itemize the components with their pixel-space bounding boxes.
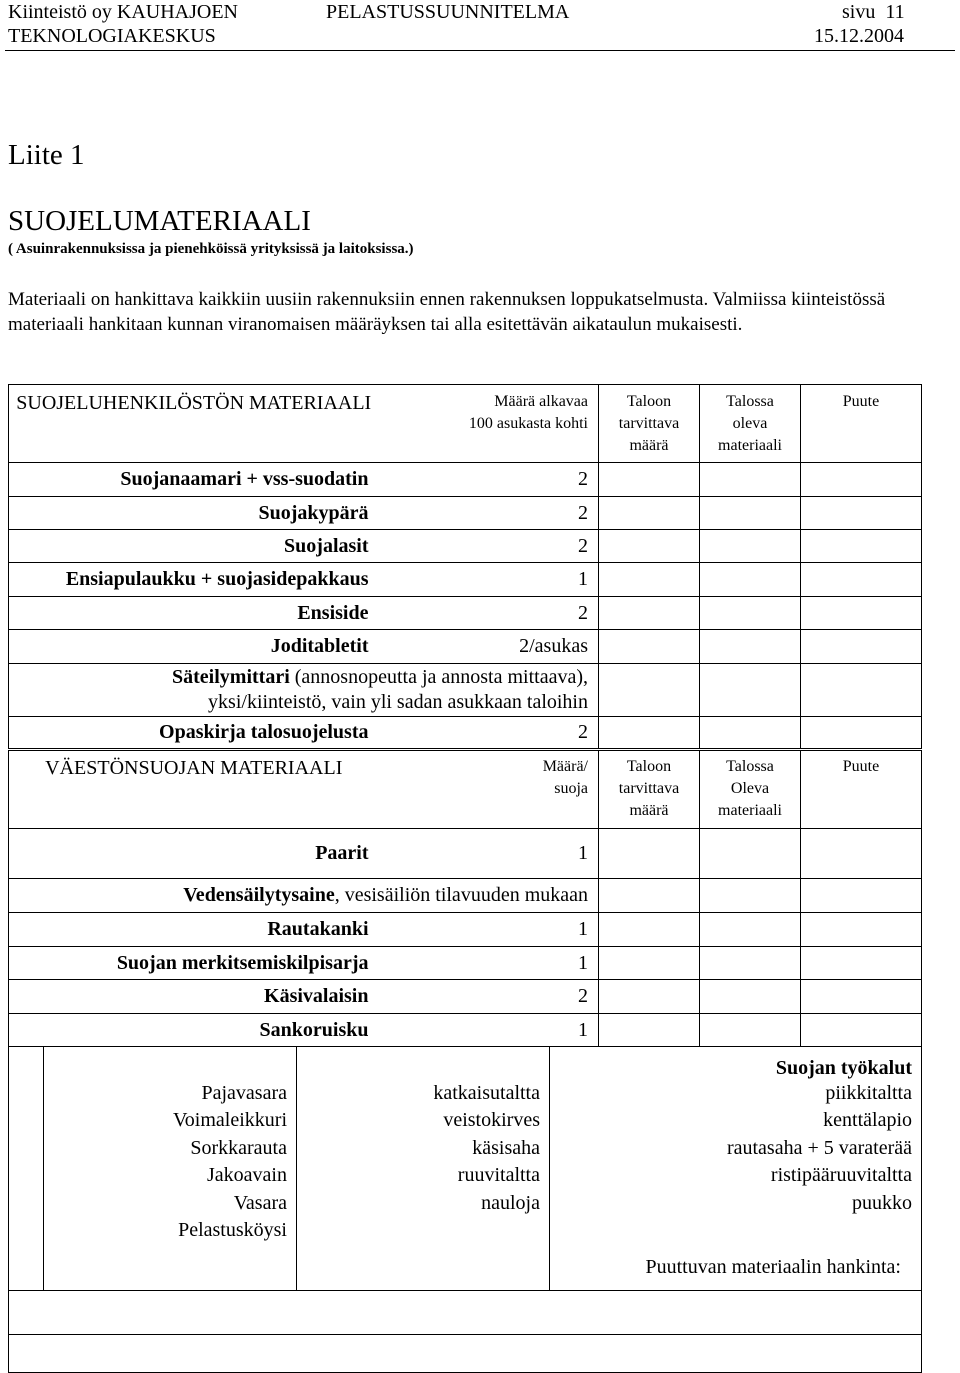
item-qty: 2 [379,530,599,563]
table-row [9,829,922,879]
item-name: Rautakanki [9,913,379,947]
header-page: sivu 11 [842,1,905,23]
tool-item: Jakoavain [44,1162,297,1190]
tool-item: Pelastusköysi [44,1217,297,1245]
tools-row [9,1107,922,1135]
item-qty: 2 [379,497,599,530]
item-qty: 2 [379,980,599,1014]
missing-cell[interactable] [801,630,922,664]
tool-item: ristipääruuvitaltta [550,1162,922,1190]
item-note: (annosnopeutta ja annosta mittaava), [289,666,588,688]
item-name: Paarit [9,829,379,879]
existing-cell[interactable] [700,947,801,980]
missing-procurement-field[interactable] [9,1291,922,1335]
item-qty: 2 [379,717,599,749]
existing-cell[interactable] [700,1014,801,1047]
tool-item: Pajavasara [44,1080,297,1107]
header-company-line2: TEKNOLOGIAKESKUS [8,25,216,47]
item-name: Suojalasit [9,530,379,563]
item-name: Suojakypärä [9,497,379,530]
existing-cell[interactable] [700,980,801,1014]
table-row [9,597,922,630]
existing-cell[interactable] [700,664,801,717]
table-row [9,530,922,563]
missing-procurement-field-2[interactable] [9,1335,922,1373]
personnel-header-existing: Talossa oleva materiaali [700,385,801,463]
item-name: Käsivalaisin [9,980,379,1014]
appendix-label: Liite 1 [8,139,85,171]
shelter-header-item: VÄESTÖNSUOJAN MATERIAALI [9,751,379,829]
needed-cell[interactable] [599,879,700,913]
table-row [9,463,922,497]
tool-item: Voimaleikkuri [44,1107,297,1135]
needed-cell[interactable] [599,1014,700,1047]
radiation-meter-cell [9,664,599,717]
item-name: Ensiapulaukku + suojasidepakkaus [9,563,379,597]
shelter-header-existing: Talossa Oleva materiaali [700,751,801,829]
table-row [9,879,922,913]
tool-item: puukko [550,1190,922,1217]
missing-cell[interactable] [801,597,922,630]
header-company: Kiinteistö oy KAUHAJOEN [8,1,238,23]
existing-cell[interactable] [700,630,801,664]
needed-cell[interactable] [599,563,700,597]
existing-cell[interactable] [700,913,801,947]
page-subtitle: ( Asuinrakennuksissa ja pienehköissä yrityksissä ja laitoksissa.) [8,241,414,257]
needed-cell[interactable] [599,664,700,717]
table-row [9,563,922,597]
tool-item: ruuvitaltta [297,1162,550,1190]
tool-item: Vasara [44,1190,297,1217]
missing-cell[interactable] [801,879,922,913]
water-agent-cell [9,879,599,913]
existing-cell[interactable] [700,497,801,530]
item-name: Säteilymittari [172,666,290,688]
item-qty: 1 [379,563,599,597]
item-name: Vedensäilytysaine [183,884,335,906]
tool-item [550,1217,922,1245]
item-note-line2: yksi/kiinteistö, vain yli sadan asukkaan taloihin [208,691,588,713]
tool-item: nauloja [297,1190,550,1217]
item-qty: 1 [379,1014,599,1047]
intro-paragraph: Materiaali on hankittava kaikkiin uusiin rakennuksiin ennen rakennuksen loppukatselmusta. Valmiissa kiinteistössä materiaali hankitaan kunnan viranomaisen määräyksen tai alla esitettävän aikataulun mukaisesti. [8,289,886,335]
existing-cell[interactable] [700,829,801,879]
missing-cell[interactable] [801,664,922,717]
table-row [9,664,922,717]
tools-row [9,1190,922,1217]
shelter-header-needed: Taloon tarvittava määrä [599,751,700,829]
missing-cell[interactable] [801,497,922,530]
page-title: SUOJELUMATERIAALI [8,205,311,237]
missing-procurement-label: Puuttuvan materiaalin hankinta: [550,1245,922,1291]
existing-cell[interactable] [700,717,801,749]
existing-cell[interactable] [700,563,801,597]
table-row [9,980,922,1014]
tool-item: piikkitaltta [550,1080,922,1107]
missing-cell[interactable] [801,463,922,497]
needed-cell[interactable] [599,913,700,947]
tool-item [297,1217,550,1245]
item-qty: 1 [379,947,599,980]
needed-cell[interactable] [599,630,700,664]
table-row [9,630,922,664]
needed-cell[interactable] [599,947,700,980]
table-row [9,717,922,749]
tools-row [9,1080,922,1107]
tools-row [9,1217,922,1245]
item-qty: 1 [379,913,599,947]
header-rule [5,50,955,51]
tool-item: kenttälapio [550,1107,922,1135]
missing-cell[interactable] [801,530,922,563]
item-name: Opaskirja talosuojelusta [9,717,379,749]
tools-edge-cell [9,1047,44,1080]
needed-cell[interactable] [599,829,700,879]
tools-col2-cell [297,1047,550,1080]
personnel-material-table [8,384,922,749]
shelter-header-missing: Puute [801,751,922,829]
tool-item: katkaisutaltta [297,1080,550,1107]
missing-cell[interactable] [801,829,922,879]
header-doc-title: PELASTUSSUUNNITELMA [326,1,570,23]
tools-row [9,1162,922,1190]
needed-cell[interactable] [599,597,700,630]
needed-cell[interactable] [599,530,700,563]
tools-row [9,1135,922,1162]
item-name: Suojanaamari + vss-suodatin [9,463,379,497]
table-row [9,1014,922,1047]
needed-cell[interactable] [599,463,700,497]
item-name: Joditabletit [9,630,379,664]
needed-cell[interactable] [599,497,700,530]
item-qty: 2/asukas [379,630,599,664]
shelter-material-table [8,750,922,1047]
missing-cell[interactable] [801,980,922,1014]
missing-cell[interactable] [801,563,922,597]
tools-title: Suojan työkalut [550,1047,922,1080]
item-name: Suojan merkitsemiskilpisarja [9,947,379,980]
missing-cell[interactable] [801,947,922,980]
needed-cell[interactable] [599,980,700,1014]
tools-col1-cell [44,1047,297,1080]
item-qty: 1 [379,829,599,879]
existing-cell[interactable] [700,597,801,630]
missing-cell[interactable] [801,913,922,947]
tool-item: käsisaha [297,1135,550,1162]
header-date: 15.12.2004 [814,25,904,47]
item-name: Sankoruisku [9,1014,379,1047]
tool-item: veistokirves [297,1107,550,1135]
table-row [9,497,922,530]
personnel-header-needed: Taloon tarvittava määrä [599,385,700,463]
needed-cell[interactable] [599,717,700,749]
item-name: Ensiside [9,597,379,630]
shelter-tools-table [8,1046,922,1373]
shelter-header-qty: Määrä/ suoja [379,751,599,829]
missing-cell[interactable] [801,717,922,749]
item-qty: 2 [379,597,599,630]
personnel-header-missing: Puute [801,385,922,463]
personnel-header-qty: Määrä alkavaa 100 asukasta kohti [379,385,599,463]
item-note: , vesisäiliön tilavuuden mukaan [334,884,588,906]
existing-cell[interactable] [700,463,801,497]
item-qty: 2 [379,463,599,497]
personnel-header-item: SUOJELUHENKILÖSTÖN MATERIAALI [9,385,379,463]
missing-cell[interactable] [801,1014,922,1047]
existing-cell[interactable] [700,530,801,563]
tool-item: Sorkkarauta [44,1135,297,1162]
existing-cell[interactable] [700,879,801,913]
tool-item: rautasaha + 5 varaterää [550,1135,922,1162]
table-row [9,947,922,980]
table-row [9,913,922,947]
